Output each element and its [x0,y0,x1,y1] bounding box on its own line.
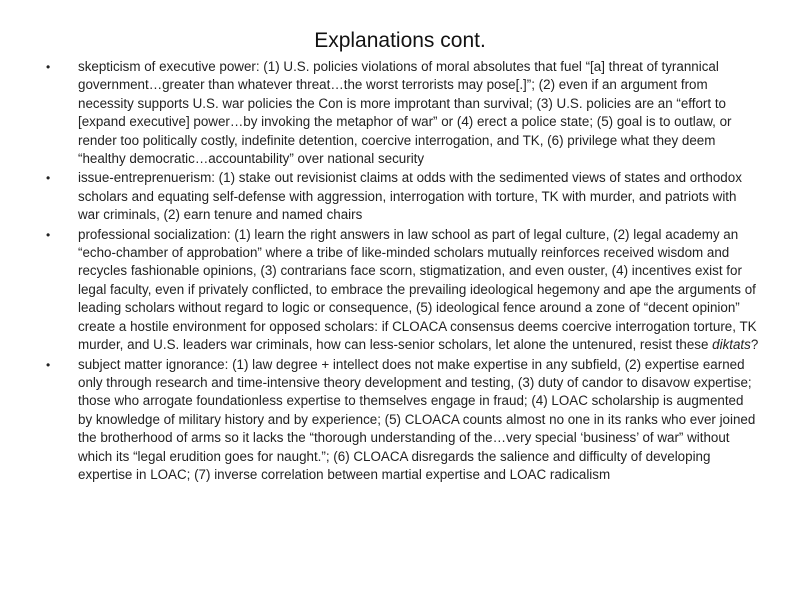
bullet-text-italic: diktats [712,337,751,353]
bullet-text-end: ? [750,337,759,353]
bullet-text [78,226,760,355]
bullet-item-issue-entrepreneurism [46,169,760,224]
slide-title: Explanations cont. [314,29,486,52]
bullet-icon: • [46,357,51,372]
bullet-text: subject matter ignorance: (1) law degree + intellect does not make expertise in any subfield, (2) expertise earned only through research and time-intensive theory development and testing, (3) duty of candor to disavow expertise; those who arrogate foundationless expertise to themselves engage in fraud; (4) LOAC scholarship is augmented by knowledge of military history and by experience; (5) CLOACA counts almost no one in its ranks who ever joined the brotherhood of arms so it lacks the “thorough understanding of the…very special ‘business’ of war” without which its “legal erudition goes for naught.”; (6) CLOACA disregards the salience and difficulty of developing expertise in LOAC; (7) inverse correlation between martial expertise and LOAC radicalism [78,356,756,482]
bullet-list [46,58,760,485]
bullet-icon: • [46,227,51,242]
bullet-text: skepticism of executive power: (1) U.S. policies violations of moral absolutes that fuel “[a] threat of tyrannical government…greater than whatever threat…the worst terrorists may pose[.]”; (2) even if an argument from necessity supports U.S. war policies the Con is more improtant than survival; (3) U.S. policies are an “effort to [expand executive] power…by invoking the metaphor of war” or (4) erect a police state; (5) goal is to outlaw, or render too politically costly, indefinite detention, coercive interrogation, and TK, (6) privilege what they deem “healthy democratic…accountability” over national security [78,59,732,167]
bullet-icon: • [46,60,51,74]
bullet-icon: • [46,171,51,186]
bullet-text: issue-entreprenuerism: (1) stake out revisionist claims at odds with the sedimented views of states and orthodox scholars and equating self-defense with aggression, interrogation with torture, TK with murder, and patriots with war criminals, (2) earn tenure and named chairs [78,170,742,223]
bullet-item-subject-matter-ignorance [46,356,760,485]
bullet-item-professional-socialization [46,226,760,355]
bullet-item-executive-power [46,58,760,168]
bullet-text-main: professional socialization: (1) learn the right answers in law school as part of legal culture, (2) legal academy an “echo-chamber of approbation” where a tribe of like-minded scholars mutually reinforces received wisdom and recycles fashionable opinions, (3) contrarians face scorn, stigmatization, and even ouster, (4) incentives exist for legal faculty, even if privately conflicted, to embrace the prevailing ideological hegemony and ape the arguments of leading scholars without regard to logic or consequence, (5) ideological fence around a zone of “decent opinion” create a hostile environment for opposed scholars: if CLOACA consensus deems coercive interrogation torture, TK murder, and U.S. leaders war criminals, how can less-senior scholars, let alone the untenured, resist these [78,226,757,353]
